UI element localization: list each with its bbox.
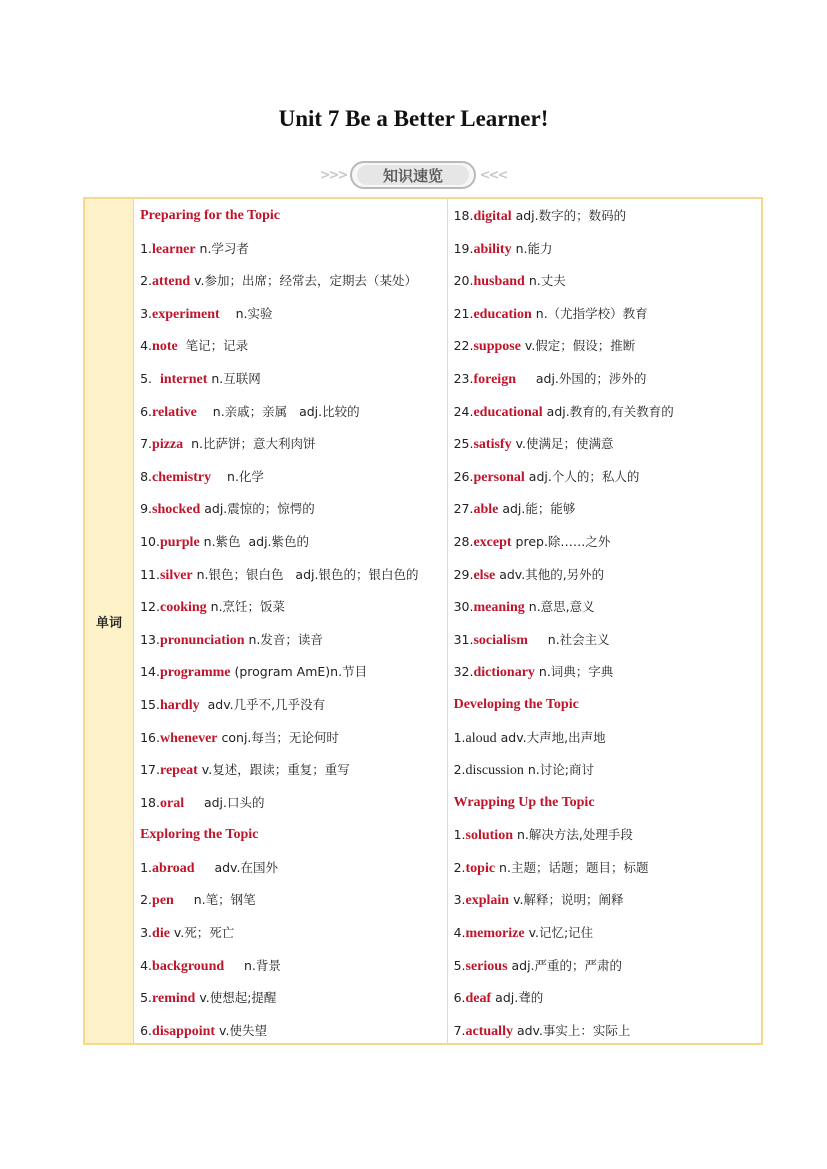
entry-definition: (program AmE)n.节目 bbox=[230, 664, 368, 680]
entry-definition: n.讨论;商讨 bbox=[523, 762, 594, 778]
entry-definition: adj.严重的；严肃的 bbox=[507, 957, 623, 973]
vocabulary-table bbox=[83, 197, 763, 1045]
vocab-entry bbox=[454, 559, 761, 592]
vocab-entry bbox=[140, 950, 446, 983]
entry-number: 3. bbox=[140, 305, 153, 321]
entry-number: 8. bbox=[140, 468, 153, 484]
entry-word: satisfy bbox=[473, 437, 512, 453]
entry-number: 18. bbox=[140, 794, 160, 810]
entry-definition: adj.外国的；涉外的 bbox=[515, 370, 647, 386]
entry-definition: v.参加；出席；经常去，定期去（某处） bbox=[190, 273, 418, 289]
section-heading bbox=[140, 200, 446, 233]
vocab-entry bbox=[140, 787, 446, 820]
entry-word: except bbox=[473, 534, 512, 550]
entry-word: die bbox=[152, 926, 170, 942]
entry-word: solution bbox=[465, 828, 513, 844]
entry-definition: v.解释；说明；阐释 bbox=[509, 892, 624, 908]
entry-definition: n.社会主义 bbox=[527, 631, 610, 647]
entry-definition: adj.震惊的；惊愕的 bbox=[200, 501, 315, 517]
entry-definition: adv.其他的,另外的 bbox=[495, 566, 605, 582]
entry-number: 29. bbox=[453, 566, 474, 582]
entry-word: hardly bbox=[159, 697, 200, 713]
entry-definition: adj.个人的；私人的 bbox=[524, 468, 640, 484]
vocab-entry bbox=[454, 852, 761, 885]
entry-word: pen bbox=[152, 893, 174, 909]
entry-definition: prep.除……之外 bbox=[511, 533, 611, 549]
section-heading bbox=[454, 787, 761, 820]
entry-word: attend bbox=[152, 274, 191, 290]
entry-number: 26. bbox=[453, 468, 474, 484]
entry-number: 31. bbox=[453, 631, 474, 647]
entry-number: 5. bbox=[453, 957, 466, 973]
entry-definition: n.化学 bbox=[211, 468, 264, 484]
entry-number: 16. bbox=[140, 729, 160, 745]
vocab-entry bbox=[454, 396, 761, 429]
entry-word: cooking bbox=[159, 600, 207, 616]
vocab-entry bbox=[140, 428, 446, 461]
entry-definition: adj.教育的,有关教育的 bbox=[542, 403, 674, 419]
entry-word: remind bbox=[152, 991, 196, 1007]
vocab-entry bbox=[140, 363, 446, 396]
vocab-entry bbox=[454, 722, 761, 755]
vocab-entry bbox=[454, 917, 761, 950]
entry-word: topic bbox=[465, 860, 496, 876]
entry-definition: v.假定；假设；推断 bbox=[520, 338, 636, 354]
entry-number: 5. bbox=[140, 990, 153, 1006]
entry-word: explain bbox=[465, 893, 510, 909]
entry-definition: adv.在国外 bbox=[194, 859, 278, 875]
vocab-entry bbox=[140, 330, 446, 363]
entry-number: 20. bbox=[453, 273, 474, 289]
vocab-entry bbox=[454, 884, 761, 917]
entry-number: 6. bbox=[140, 1022, 153, 1038]
entry-number: 25. bbox=[453, 436, 474, 452]
entry-definition: adj.能；能够 bbox=[498, 501, 576, 517]
entry-word: whenever bbox=[159, 730, 218, 746]
entry-number: 14. bbox=[140, 664, 160, 680]
entry-definition: n.比萨饼；意大利肉饼 bbox=[183, 436, 316, 452]
section-banner bbox=[318, 157, 508, 193]
entry-word: else bbox=[473, 567, 496, 583]
entry-definition: adj.口头的 bbox=[184, 794, 265, 810]
vocab-entry bbox=[140, 526, 446, 559]
vocab-entry bbox=[140, 233, 446, 266]
entry-word: discussion bbox=[465, 763, 524, 779]
entry-number: 2. bbox=[453, 762, 466, 778]
entry-number: 6. bbox=[453, 990, 466, 1006]
entry-number: 9. bbox=[140, 501, 153, 517]
entry-word: foreign bbox=[473, 371, 516, 387]
entry-number: 4. bbox=[140, 338, 153, 354]
vocab-entry bbox=[454, 1015, 761, 1048]
entry-number: 21. bbox=[453, 305, 474, 321]
vocab-entry bbox=[140, 559, 446, 592]
entry-number: 30. bbox=[453, 599, 474, 615]
entry-definition: n.笔；钢笔 bbox=[173, 892, 256, 908]
vocab-entry bbox=[140, 852, 446, 885]
category-label: 单词 bbox=[85, 199, 134, 1043]
vocab-entry bbox=[140, 656, 446, 689]
entry-definition: n.解决方法,处理手段 bbox=[512, 827, 633, 843]
entry-definition: v.复述，跟读；重复；重写 bbox=[197, 762, 350, 778]
entry-word: suppose bbox=[473, 339, 521, 355]
vocab-entry bbox=[454, 363, 761, 396]
vocab-entry bbox=[140, 722, 446, 755]
entry-definition: n.发音；读音 bbox=[244, 631, 323, 647]
left-column bbox=[134, 199, 447, 1043]
entry-word: personal bbox=[473, 469, 525, 485]
entry-word: internet bbox=[159, 371, 208, 387]
entry-word: disappoint bbox=[152, 1023, 216, 1039]
section-heading-text: Developing the Topic bbox=[453, 696, 579, 712]
entry-definition: n.实验 bbox=[219, 305, 273, 321]
entry-word: husband bbox=[473, 274, 525, 290]
section-heading bbox=[454, 689, 761, 722]
entry-word: digital bbox=[473, 209, 512, 224]
entry-number: 27. bbox=[453, 501, 474, 517]
entry-word: abroad bbox=[152, 860, 195, 876]
entry-number: 3. bbox=[140, 925, 153, 941]
entry-definition: n.紫色 adj.紫色的 bbox=[199, 533, 310, 549]
banner-label: 知识速览 bbox=[357, 165, 469, 185]
entry-word: silver bbox=[159, 567, 193, 583]
entry-word: oral bbox=[159, 795, 185, 811]
page-title: Unit 7 Be a Better Learner! bbox=[278, 106, 549, 131]
entry-definition: n.丈夫 bbox=[524, 273, 566, 289]
entry-number: 2. bbox=[140, 892, 153, 908]
entry-number: 11. bbox=[140, 566, 160, 582]
entry-word: aloud bbox=[465, 730, 497, 746]
entry-number: 10. bbox=[140, 533, 160, 549]
vocab-entry bbox=[140, 917, 446, 950]
entry-definition: adj.聋的 bbox=[491, 990, 544, 1006]
entry-number: 18. bbox=[453, 208, 474, 223]
entry-definition: v.使想起;提醒 bbox=[195, 990, 277, 1006]
entry-word: chemistry bbox=[152, 469, 212, 485]
section-heading-text: Preparing for the Topic bbox=[140, 208, 280, 223]
entry-word: pronunciation bbox=[159, 632, 245, 648]
entry-number: 3. bbox=[453, 892, 466, 908]
entry-definition: v.使失望 bbox=[215, 1022, 267, 1038]
entry-definition: n.背景 bbox=[224, 957, 281, 973]
vocab-entry bbox=[140, 689, 446, 722]
vocab-entry bbox=[454, 591, 761, 624]
entry-definition: v.记忆;记住 bbox=[524, 925, 594, 941]
vocab-entry bbox=[454, 526, 761, 559]
entry-definition: n.银色；银白色 adj.银色的；银白色的 bbox=[192, 566, 419, 582]
entry-number: 24. bbox=[453, 403, 474, 419]
entry-number: 4. bbox=[140, 957, 153, 973]
entry-number: 2. bbox=[140, 273, 153, 289]
vocab-entry bbox=[454, 233, 761, 266]
section-heading-text: Wrapping Up the Topic bbox=[453, 794, 595, 810]
entry-word: learner bbox=[152, 241, 196, 257]
vocab-entry bbox=[454, 624, 761, 657]
entry-word: programme bbox=[159, 665, 231, 681]
vocab-entry bbox=[140, 754, 446, 787]
entry-word: background bbox=[152, 958, 225, 974]
entry-number: 28. bbox=[453, 533, 474, 549]
entry-definition: n.主题；话题；题目；标题 bbox=[495, 859, 649, 875]
entry-number: 13. bbox=[140, 631, 160, 647]
entry-number: 2. bbox=[453, 859, 466, 875]
vocab-entry bbox=[454, 428, 761, 461]
vocab-entry bbox=[140, 982, 446, 1015]
vocab-entry bbox=[140, 265, 446, 298]
entry-word: pizza bbox=[152, 437, 184, 453]
entry-word: socialism bbox=[473, 632, 528, 648]
vocab-entry bbox=[454, 819, 761, 852]
left-arrows-icon: <<< bbox=[479, 167, 507, 183]
entry-number: 6. bbox=[140, 403, 153, 419]
right-arrows-icon: >>> bbox=[319, 167, 347, 183]
vocab-entry bbox=[140, 461, 446, 494]
vocab-entry bbox=[454, 330, 761, 363]
entry-definition: n.意思,意义 bbox=[524, 599, 595, 615]
vocab-entry bbox=[140, 298, 446, 331]
entry-word: repeat bbox=[159, 763, 198, 779]
entry-number: 15. bbox=[140, 696, 160, 712]
section-heading bbox=[140, 819, 446, 852]
entry-word: memorize bbox=[465, 926, 525, 942]
entry-definition: n.亲戚；亲属 adj.比较的 bbox=[196, 403, 360, 419]
entry-word: deaf bbox=[465, 991, 492, 1007]
entry-number: 22. bbox=[453, 338, 474, 354]
vocab-entry bbox=[140, 591, 446, 624]
entry-definition: 笔记；记录 bbox=[177, 338, 249, 354]
entry-definition: adv.大声地,出声地 bbox=[496, 729, 606, 745]
entry-definition: n.学习者 bbox=[195, 240, 249, 256]
vocab-entry bbox=[140, 396, 446, 429]
vocab-entry bbox=[140, 884, 446, 917]
entry-definition: n.互联网 bbox=[207, 370, 261, 386]
vocab-entry bbox=[454, 950, 761, 983]
entry-word: actually bbox=[465, 1023, 513, 1039]
entry-definition: n.（尤指学校）教育 bbox=[531, 305, 648, 321]
entry-definition: n.能力 bbox=[511, 240, 553, 256]
entry-word: ability bbox=[473, 241, 512, 257]
entry-definition: adv.事实上：实际上 bbox=[512, 1022, 631, 1038]
entry-definition: v.使满足；使满意 bbox=[511, 436, 614, 452]
entry-word: purple bbox=[159, 534, 200, 550]
vocab-entry bbox=[454, 461, 761, 494]
vocab-entry bbox=[454, 265, 761, 298]
vocab-entry bbox=[454, 298, 761, 331]
entry-number: 12. bbox=[140, 599, 160, 615]
vocab-entry bbox=[454, 754, 761, 787]
vocab-entry bbox=[140, 493, 446, 526]
entry-word: serious bbox=[465, 958, 508, 974]
entry-number: 4. bbox=[453, 925, 466, 941]
right-column bbox=[448, 199, 761, 1043]
entry-definition: n.烹饪；饭菜 bbox=[206, 599, 286, 615]
entry-word: meaning bbox=[473, 600, 525, 616]
vocab-entry bbox=[454, 200, 761, 233]
entry-definition: v.死；死亡 bbox=[169, 925, 235, 941]
entry-definition: adv.几乎不,几乎没有 bbox=[199, 696, 326, 712]
entry-definition: adj.数字的；数码的 bbox=[511, 208, 627, 223]
entry-number: 7. bbox=[453, 1022, 466, 1038]
entry-number: 32. bbox=[453, 664, 474, 680]
entry-definition: conj.每当；无论何时 bbox=[217, 729, 339, 745]
entry-number: 19. bbox=[453, 240, 474, 256]
section-heading-text: Exploring the Topic bbox=[140, 827, 259, 843]
banner-pill bbox=[350, 161, 476, 189]
vocab-entry bbox=[140, 624, 446, 657]
vocab-entry bbox=[454, 656, 761, 689]
entry-number: 17. bbox=[140, 762, 160, 778]
entry-number: 7. bbox=[140, 436, 153, 452]
vocab-entry bbox=[454, 982, 761, 1015]
entry-word: experiment bbox=[152, 306, 220, 322]
entry-word: educational bbox=[473, 404, 543, 420]
entry-definition: n.词典；字典 bbox=[534, 664, 614, 680]
entry-word: relative bbox=[152, 404, 197, 420]
entry-word: dictionary bbox=[473, 665, 535, 681]
entry-number: 1. bbox=[453, 729, 466, 745]
entry-number: 1. bbox=[140, 859, 153, 875]
vocab-entry bbox=[454, 493, 761, 526]
entry-number: 5. bbox=[140, 370, 160, 386]
entry-word: education bbox=[473, 306, 532, 322]
vocab-entry bbox=[140, 1015, 446, 1048]
entry-word: shocked bbox=[152, 502, 201, 518]
entry-word: able bbox=[473, 502, 499, 518]
entry-word: note bbox=[152, 339, 178, 355]
entry-number: 1. bbox=[140, 240, 153, 256]
entry-number: 1. bbox=[453, 827, 466, 843]
entry-number: 23. bbox=[453, 370, 474, 386]
